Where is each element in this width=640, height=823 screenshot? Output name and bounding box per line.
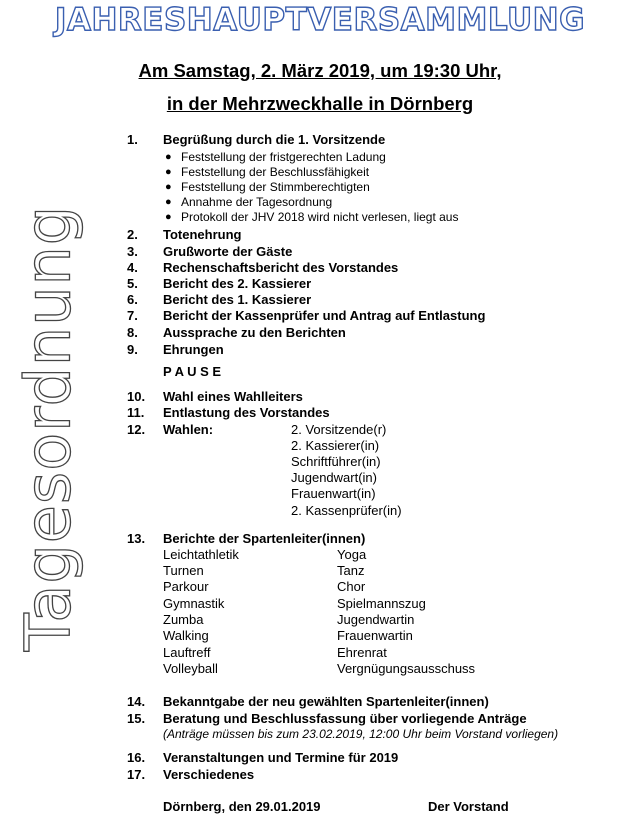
- sparte-left: Turnen: [163, 563, 204, 578]
- agenda-number: 16.: [127, 750, 146, 765]
- agenda-label: Totenehrung: [163, 227, 242, 242]
- agenda-label: Bericht des 2. Kassierer: [163, 276, 312, 291]
- location-line: in der Mehrzweckhalle in Dörnberg: [166, 93, 474, 114]
- antraege-note: (Anträge müssen bis zum 23.02.2019, 12:00 Uhr beim Vorstand vorliegen): [163, 727, 559, 741]
- agenda-label: Verschiedenes: [163, 767, 255, 782]
- sparte-right: Ehrenrat: [337, 645, 387, 660]
- bullet-item: Annahme der Tagesordnung: [181, 195, 333, 209]
- agenda-number: 11.: [127, 405, 145, 420]
- agenda-label: Grußworte der Gäste: [163, 244, 293, 259]
- agenda-label: Aussprache zu den Berichten: [163, 325, 346, 340]
- agenda-number: 7.: [127, 308, 138, 323]
- date-line: Am Samstag, 2. März 2019, um 19:30 Uhr,: [138, 60, 502, 81]
- footer-signature: Der Vorstand: [428, 799, 509, 814]
- election-position: 2. Vorsitzende(r): [291, 422, 387, 437]
- bullet-icon: ●: [165, 151, 172, 163]
- agenda-number: 3.: [127, 244, 138, 259]
- bullet-icon: ●: [165, 211, 172, 223]
- agenda-number: 14.: [127, 694, 146, 709]
- agenda-label: Ehrungen: [163, 342, 224, 357]
- bullet-item: Feststellung der Stimmberechtigten: [181, 180, 370, 194]
- agenda-number: 17.: [127, 767, 146, 782]
- sparte-right: Chor: [337, 579, 366, 594]
- election-position: Frauenwart(in): [291, 486, 376, 501]
- sparte-right: Tanz: [337, 563, 365, 578]
- sparte-right: Vergnügungsausschuss: [337, 661, 476, 676]
- agenda-label: Begrüßung durch die 1. Vorsitzende: [163, 132, 386, 147]
- sparte-right: Yoga: [337, 547, 367, 562]
- agenda-number: 2.: [127, 227, 138, 242]
- agenda-label: Beratung und Beschlussfassung über vorliegende Anträge: [163, 711, 527, 726]
- agenda-number: 10.: [127, 389, 146, 404]
- bullet-icon: ●: [165, 181, 172, 193]
- election-position: 2. Kassierer(in): [291, 438, 380, 453]
- bullet-item: Feststellung der fristgerechten Ladung: [181, 150, 386, 164]
- agenda-label: Bekanntgabe der neu gewählten Spartenleiter(innen): [163, 694, 489, 709]
- sparte-right: Spielmannszug: [337, 596, 426, 611]
- sparte-right: Frauenwartin: [337, 628, 413, 643]
- bullet-icon: ●: [165, 196, 172, 208]
- agenda-label: Rechenschaftsbericht des Vorstandes: [163, 260, 399, 275]
- agenda-label: Berichte der Spartenleiter(innen): [163, 531, 366, 546]
- agenda-label: Bericht der Kassenprüfer und Antrag auf Entlastung: [163, 308, 486, 323]
- agenda-number: 6.: [127, 292, 138, 307]
- bullet-icon: ●: [165, 166, 172, 178]
- agenda-number: 1.: [127, 132, 138, 147]
- sparte-left: Volleyball: [163, 661, 218, 676]
- agenda-number: 4.: [127, 260, 138, 275]
- sparte-left: Zumba: [163, 612, 204, 627]
- agenda-number: 15.: [127, 711, 146, 726]
- agenda-label: Wahlen:: [163, 422, 214, 437]
- sparte-left: Gymnastik: [163, 596, 225, 611]
- agenda-number: 8.: [127, 325, 138, 340]
- sparte-left: Walking: [163, 628, 209, 643]
- agenda-number: 12.: [127, 422, 146, 437]
- bullet-item: Protokoll der JHV 2018 wird nicht verlesen, liegt aus: [181, 210, 459, 224]
- election-position: Schriftführer(in): [291, 454, 381, 469]
- agenda-label: Veranstaltungen und Termine für 2019: [163, 750, 399, 765]
- main-title: JAHRESHAUPTVERSAMMLUNG: [54, 2, 586, 38]
- agenda-number: 5.: [127, 276, 138, 291]
- sparte-left: Leichtathletik: [163, 547, 239, 562]
- election-position: Jugendwart(in): [291, 470, 377, 485]
- sparte-left: Lauftreff: [163, 645, 211, 660]
- pause-label: P A U S E: [163, 364, 222, 379]
- election-position: 2. Kassenprüfer(in): [291, 503, 402, 518]
- agenda-number: 9.: [127, 342, 138, 357]
- agenda-label: Bericht des 1. Kassierer: [163, 292, 312, 307]
- agenda-label: Entlastung des Vorstandes: [163, 405, 330, 420]
- sparte-right: Jugendwartin: [337, 612, 415, 627]
- bullet-item: Feststellung der Beschlussfähigkeit: [181, 165, 370, 179]
- sparte-left: Parkour: [163, 579, 209, 594]
- footer-place-date: Dörnberg, den 29.01.2019: [163, 799, 321, 814]
- agenda-label: Wahl eines Wahlleiters: [163, 389, 303, 404]
- agenda-number: 13.: [127, 531, 146, 546]
